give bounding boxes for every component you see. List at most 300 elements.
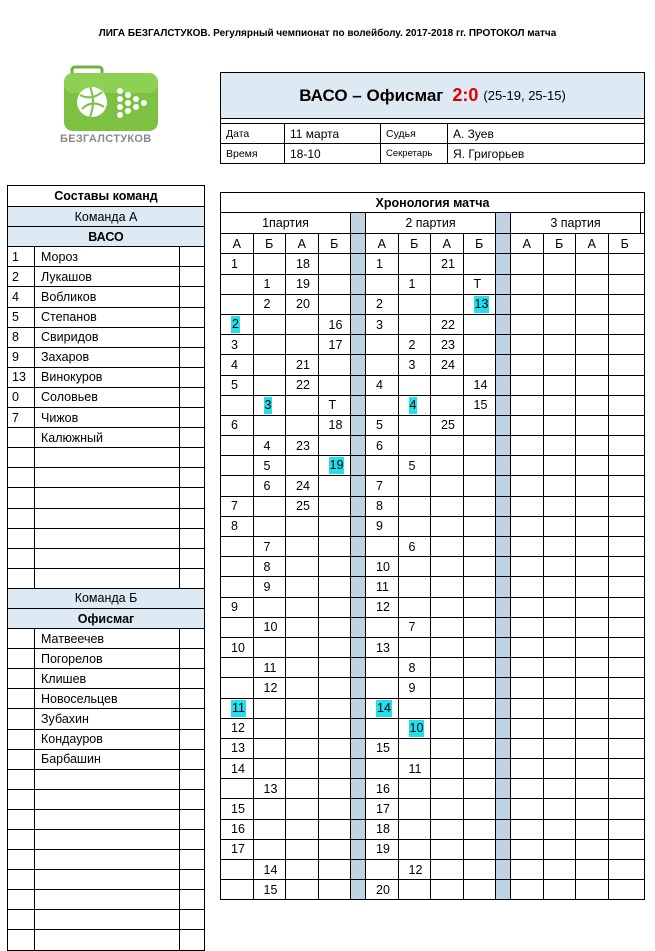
set-label: 3 партия (511, 213, 641, 233)
score-cell (286, 719, 319, 738)
score-cell (464, 355, 497, 374)
match-score: 2:0 (452, 85, 479, 105)
score-cell: 14 (254, 860, 287, 879)
player-mark (180, 428, 204, 447)
score-cell (576, 254, 609, 273)
score-cell (399, 739, 432, 758)
score-cell (609, 678, 642, 697)
score-cell: 7 (254, 537, 287, 556)
score-cell (576, 315, 609, 334)
score-cell: 20 (286, 295, 319, 314)
logo-text: БЕЗГАЛСТУКОВ (60, 133, 152, 145)
score-cell (464, 537, 497, 556)
score-cell (511, 739, 544, 758)
score-cell (544, 396, 577, 415)
score-cell (609, 355, 642, 374)
team-rosters (7, 185, 205, 951)
score-cell (286, 658, 319, 677)
set-separator (351, 719, 366, 738)
score-cell (286, 739, 319, 758)
score-cell: 5 (221, 376, 254, 395)
set-separator (496, 699, 511, 718)
score-cell (319, 456, 352, 475)
player-name: Вобликов (35, 287, 180, 306)
score-cell (464, 699, 497, 718)
score-cell (221, 860, 254, 879)
score-cell (544, 557, 577, 576)
score-cell (609, 557, 642, 576)
set-separator (496, 557, 511, 576)
score-cell (576, 799, 609, 818)
timeout-highlight: 2 (232, 317, 239, 332)
chronology-row (221, 375, 644, 395)
score-cell: 10 (366, 557, 399, 576)
score-cell (511, 880, 544, 899)
score-cell (609, 779, 642, 798)
player-name (35, 930, 180, 949)
player-number: 5 (8, 308, 35, 327)
score-cell (431, 759, 464, 778)
set-separator (351, 537, 366, 556)
set-separator (351, 254, 366, 273)
team-a-name-row (8, 226, 204, 246)
score-cell (544, 678, 577, 697)
set-separator (351, 416, 366, 435)
score-cell (286, 315, 319, 334)
score-cell (511, 517, 544, 536)
score-cell (544, 376, 577, 395)
player-name (35, 509, 180, 528)
score-cell (544, 295, 577, 314)
score-cell: 9 (399, 678, 432, 697)
score-cell: 5 (399, 456, 432, 475)
score-cell (576, 618, 609, 637)
player-name (35, 529, 180, 548)
player-mark (180, 910, 204, 929)
set-separator (496, 860, 511, 879)
player-name: Степанов (35, 308, 180, 327)
score-cell (399, 880, 432, 899)
score-cell (399, 598, 432, 617)
set-separator (496, 840, 511, 859)
timeout-highlight: 14 (377, 700, 391, 715)
score-cell (221, 880, 254, 899)
score-cell (544, 638, 577, 657)
player-number: 13 (8, 368, 35, 387)
column-header: А (431, 234, 464, 253)
player-mark (180, 629, 204, 648)
player-mark (180, 709, 204, 728)
score-cell (511, 779, 544, 798)
player-mark (180, 267, 204, 286)
score-cell (609, 618, 642, 637)
score-cell (221, 779, 254, 798)
score-cell (544, 618, 577, 637)
score-cell (254, 840, 287, 859)
column-header: Б (464, 234, 497, 253)
score-cell (254, 254, 287, 273)
player-mark (180, 348, 204, 367)
score-cell (399, 779, 432, 798)
score-cell (286, 335, 319, 354)
score-cell (511, 315, 544, 334)
player-name: Матвеечев (35, 629, 180, 648)
player-row (8, 467, 204, 487)
player-row (8, 266, 204, 286)
score-cell (464, 517, 497, 536)
score-cell (576, 376, 609, 395)
set-separator (351, 497, 366, 516)
score-cell (254, 799, 287, 818)
referee-value: А. Зуев (453, 126, 494, 141)
score-cell (511, 476, 544, 495)
set-separator (496, 799, 511, 818)
score-cell: 22 (431, 315, 464, 334)
score-cell: 9 (221, 598, 254, 617)
score-cell (286, 799, 319, 818)
score-cell (431, 275, 464, 294)
set-separator (496, 658, 511, 677)
score-cell (286, 456, 319, 475)
score-cell: 25 (286, 497, 319, 516)
set-separator (496, 376, 511, 395)
score-cell (464, 557, 497, 576)
score-cell (511, 658, 544, 677)
score-cell (511, 376, 544, 395)
score-cell (511, 820, 544, 839)
score-cell (609, 537, 642, 556)
player-mark (180, 468, 204, 487)
player-mark (180, 509, 204, 528)
score-cell (319, 860, 352, 879)
score-cell (319, 295, 352, 314)
score-cell: 12 (221, 719, 254, 738)
player-row (8, 708, 204, 728)
set-separator (496, 456, 511, 475)
score-cell (544, 537, 577, 556)
score-cell (286, 820, 319, 839)
score-cell: 16 (319, 315, 352, 334)
timeout-highlight: 19 (329, 458, 344, 473)
score-cell (511, 355, 544, 374)
score-cell (544, 719, 577, 738)
score-cell (544, 517, 577, 536)
score-cell: 6 (399, 537, 432, 556)
player-number (8, 890, 35, 909)
chronology-row (221, 435, 644, 455)
score-cell (544, 739, 577, 758)
score-cell (511, 537, 544, 556)
player-mark (180, 549, 204, 568)
score-cell (431, 295, 464, 314)
score-cell (319, 254, 352, 273)
score-cell (609, 759, 642, 778)
time-label: Время (221, 144, 285, 163)
player-number (8, 629, 35, 648)
chronology-row (221, 395, 644, 415)
player-mark (180, 870, 204, 889)
chronology-row (221, 819, 644, 839)
score-cell (286, 699, 319, 718)
score-cell: 11 (366, 577, 399, 596)
score-cell (576, 880, 609, 899)
score-cell (609, 275, 642, 294)
secretary-label: Секретарь (381, 144, 448, 163)
score-cell: 12 (254, 678, 287, 697)
score-cell (544, 860, 577, 879)
score-cell (576, 497, 609, 516)
score-cell (544, 598, 577, 617)
score-cell (399, 840, 432, 859)
score-cell (609, 860, 642, 879)
set-separator (496, 577, 511, 596)
score-cell (464, 497, 497, 516)
set-separator (351, 759, 366, 778)
player-name: Мороз (35, 247, 180, 266)
score-cell (511, 577, 544, 596)
set-separator (351, 315, 366, 334)
chronology-row (221, 657, 644, 677)
match-header (220, 72, 645, 164)
score-cell (609, 436, 642, 455)
score-cell (576, 436, 609, 455)
score-cell (399, 254, 432, 273)
score-cell (254, 517, 287, 536)
score-cell: 18 (366, 820, 399, 839)
set-separator (496, 618, 511, 637)
score-cell: 24 (431, 355, 464, 374)
score-cell (464, 779, 497, 798)
set-separator (496, 254, 511, 273)
score-cell (511, 699, 544, 718)
score-cell (511, 860, 544, 879)
score-cell (286, 618, 319, 637)
score-cell: 8 (366, 497, 399, 516)
score-cell (431, 396, 464, 415)
score-cell (576, 456, 609, 475)
player-row (8, 909, 204, 929)
set-separator (351, 880, 366, 899)
player-mark (180, 308, 204, 327)
score-cell: 1 (366, 254, 399, 273)
player-number (8, 830, 35, 849)
score-cell (464, 618, 497, 637)
player-name (35, 770, 180, 789)
score-cell (511, 719, 544, 738)
player-row (8, 789, 204, 809)
score-cell: 13 (366, 638, 399, 657)
score-cell (366, 719, 399, 738)
score-cell (511, 799, 544, 818)
chronology-row (221, 536, 644, 556)
score-cell (609, 456, 642, 475)
player-mark (180, 669, 204, 688)
player-name (35, 910, 180, 929)
chronology-row (221, 475, 644, 495)
score-cell (609, 598, 642, 617)
player-name (35, 569, 180, 588)
score-cell (431, 719, 464, 738)
timeout-highlight: 4 (409, 397, 417, 412)
score-cell (366, 456, 399, 475)
score-cell (221, 456, 254, 475)
score-cell (399, 699, 432, 718)
player-mark (180, 750, 204, 769)
set-separator (496, 739, 511, 758)
set-separator (496, 497, 511, 516)
player-name: Новосельцев (35, 689, 180, 708)
set-separator (351, 739, 366, 758)
score-cell (431, 456, 464, 475)
score-cell (544, 355, 577, 374)
score-cell (399, 577, 432, 596)
score-cell (254, 820, 287, 839)
team-b-name: Офисмаг (77, 611, 135, 626)
set-separator (351, 658, 366, 677)
score-cell: 4 (254, 436, 287, 455)
column-header: Б (399, 234, 432, 253)
chronology-row (221, 455, 644, 475)
set-separator (496, 355, 511, 374)
score-cell (464, 436, 497, 455)
column-header: Б (620, 236, 629, 251)
score-cell (319, 719, 352, 738)
player-name (35, 549, 180, 568)
score-cell (286, 557, 319, 576)
score-cell (576, 598, 609, 617)
score-cell (431, 799, 464, 818)
score-cell (286, 678, 319, 697)
score-cell: 23 (286, 436, 319, 455)
score-cell (576, 416, 609, 435)
player-number (8, 689, 35, 708)
score-cell: 17 (319, 335, 352, 354)
player-number (8, 910, 35, 929)
timeout-highlight: 3 (264, 397, 272, 412)
score-cell (511, 598, 544, 617)
player-mark (180, 770, 204, 789)
score-cell: 2 (254, 295, 287, 314)
score-cell: 9 (366, 517, 399, 536)
score-cell (221, 678, 254, 697)
chronology-row (221, 859, 644, 879)
score-cell (544, 658, 577, 677)
player-row (8, 648, 204, 668)
match-chronology (220, 192, 645, 900)
score-cell: 18 (286, 254, 319, 273)
player-row (8, 749, 204, 769)
player-row (8, 528, 204, 548)
player-number (8, 428, 35, 447)
player-mark (180, 287, 204, 306)
score-cell (366, 275, 399, 294)
score-cell: 21 (431, 254, 464, 273)
score-cell (544, 577, 577, 596)
chronology-row (221, 798, 644, 818)
score-cell (221, 275, 254, 294)
score-cell (399, 557, 432, 576)
chronology-row (221, 415, 644, 435)
player-row (8, 869, 204, 889)
chronology-row (221, 718, 644, 738)
score-cell (464, 820, 497, 839)
score-cell (254, 598, 287, 617)
set-separator (496, 719, 511, 738)
score-cell (319, 658, 352, 677)
player-number: 4 (8, 287, 35, 306)
player-row (8, 347, 204, 367)
match-set-scores: (25-19, 25-15) (483, 88, 566, 103)
score-cell (576, 638, 609, 657)
score-cell: 10 (221, 638, 254, 657)
player-number (8, 649, 35, 668)
player-name: Кондауров (35, 730, 180, 749)
score-cell (609, 376, 642, 395)
player-name: Винокуров (35, 368, 180, 387)
score-cell: 20 (366, 880, 399, 899)
score-cell: 7 (399, 618, 432, 637)
player-row (8, 407, 204, 427)
score-cell (576, 860, 609, 879)
score-cell (431, 840, 464, 859)
score-cell (544, 456, 577, 475)
score-cell (464, 456, 497, 475)
score-cell (431, 517, 464, 536)
score-cell (366, 618, 399, 637)
player-row (8, 367, 204, 387)
chronology-row (221, 597, 644, 617)
player-name (35, 850, 180, 869)
chronology-row (221, 738, 644, 758)
score-cell (609, 739, 642, 758)
score-cell (399, 517, 432, 536)
score-cell: 4 (221, 355, 254, 374)
player-number (8, 810, 35, 829)
score-cell (464, 598, 497, 617)
set-separator (351, 456, 366, 475)
score-cell (464, 719, 497, 738)
score-cell (511, 678, 544, 697)
secretary-value: Я. Григорьев (453, 146, 525, 161)
score-cell (544, 275, 577, 294)
score-cell (399, 820, 432, 839)
score-cell (319, 840, 352, 859)
score-cell: 5 (254, 456, 287, 475)
player-number (8, 448, 35, 467)
set-separator (496, 476, 511, 495)
score-cell: 12 (366, 598, 399, 617)
score-cell (431, 860, 464, 879)
score-cell (221, 658, 254, 677)
score-cell (254, 759, 287, 778)
score-cell (544, 476, 577, 495)
score-cell (319, 598, 352, 617)
chronology-row (221, 576, 644, 596)
score-cell (464, 799, 497, 818)
player-mark (180, 850, 204, 869)
team-a-name: ВАСО (88, 229, 124, 244)
player-name: Чижов (35, 408, 180, 427)
timeout-highlight: 13 (474, 296, 489, 311)
score-cell (464, 476, 497, 495)
score-cell (399, 376, 432, 395)
score-cell: 14 (464, 376, 497, 395)
set-separator (496, 537, 511, 556)
score-cell (609, 719, 642, 738)
score-cell: 13 (221, 739, 254, 758)
score-cell (464, 739, 497, 758)
player-row (8, 668, 204, 688)
